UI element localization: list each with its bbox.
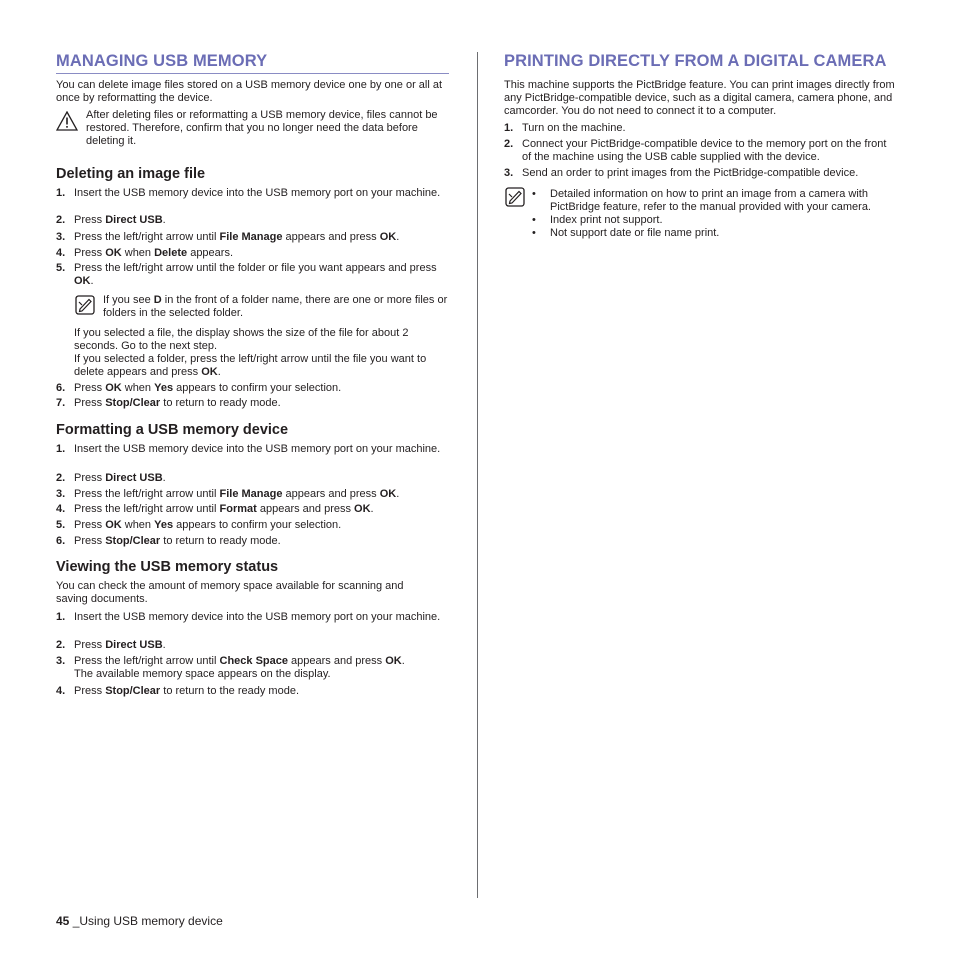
heading-deleting: Deleting an image file (56, 166, 206, 182)
list-item: 1. Insert the USB memory device into the USB memory port on your machine. (56, 187, 441, 199)
list-item: 5. Press the left/right arrow until the folder or file you want appears and press OK. (56, 262, 437, 288)
note-icon (505, 187, 525, 207)
list-item: 2. Press Direct USB. (56, 214, 166, 226)
caution-icon (56, 111, 78, 131)
caution-text: After deleting files or reformatting a USB memory device, files cannot be restored. Therefore, confirm that you no longer need the data before deleting it. (86, 109, 438, 148)
list-item: 5. Press OK when Yes appears to confirm your selection. (56, 519, 342, 531)
list-item: 3. Press the left/right arrow until File Manage appears and press OK. (56, 488, 400, 500)
list-item: 4. Press the left/right arrow until Format appears and press OK. (56, 503, 374, 515)
page-number: 45 (56, 914, 70, 928)
heading-status: Viewing the USB memory status (56, 559, 279, 575)
column-divider (477, 52, 478, 898)
title-rule (56, 73, 449, 74)
list-item: 3. Press the left/right arrow until File Manage appears and press OK. (56, 231, 400, 243)
delete-folder-para: If you selected a folder, press the left/right arrow until the file you want to delete appears and press OK. (74, 353, 427, 379)
list-item: 6. Press Stop/Clear to return to ready mode. (56, 535, 281, 547)
footer-text: _Using USB memory device (69, 914, 223, 928)
page-footer (56, 914, 223, 928)
list-item: 2. Press Direct USB. (56, 639, 166, 651)
section-title-managing-usb: MANAGING USB MEMORY (56, 52, 268, 70)
list-item: 1. Insert the USB memory device into the USB memory port on your machine. (56, 611, 441, 623)
bullet-item: • Index print not support. (532, 214, 663, 226)
bullet-item: • Detailed information on how to print an image from a camera with PictBridge feature, refer to the manual provided with your camera. (532, 188, 871, 214)
note-text: If you see D in the front of a folder name, there are one or more files or folders in the selected folder. (103, 294, 448, 320)
list-item: 7. Press Stop/Clear to return to ready mode. (56, 397, 281, 409)
note-icon (75, 295, 95, 315)
list-item: 3. Press the left/right arrow until Check Space appears and press OK. The available memory space appears on the display. (56, 655, 405, 681)
list-item: 1. Turn on the machine. (504, 122, 626, 134)
list-item: 6. Press OK when Yes appears to confirm your selection. (56, 382, 342, 394)
heading-formatting: Formatting a USB memory device (56, 422, 289, 438)
camera-intro: This machine supports the PictBridge feature. You can print images directly from any PictBridge-compatible device, such as a digital camera, camera phone, and camcorder. You do not need to connect it to a computer. (504, 79, 895, 118)
list-item: 4. Press OK when Delete appears. (56, 247, 234, 259)
bullet-item: • Not support date or file name print. (532, 227, 720, 239)
list-item: 4. Press Stop/Clear to return to the ready mode. (56, 685, 300, 697)
status-intro: You can check the amount of memory space available for scanning and saving documents. (56, 580, 404, 606)
delete-file-para: If you selected a file, the display shows the size of the file for about 2 seconds. Go to the next step. (74, 327, 409, 353)
list-item: 3. Send an order to print images from the PictBridge-compatible device. (504, 167, 859, 179)
list-item: 1. Insert the USB memory device into the USB memory port on your machine. (56, 443, 441, 455)
list-item: 2. Press Direct USB. (56, 472, 166, 484)
intro-text: You can delete image files stored on a USB memory device one by one or all at once by reformatting the device. (56, 79, 443, 105)
section-title-printing-camera: PRINTING DIRECTLY FROM A DIGITAL CAMERA (504, 52, 887, 70)
list-item: 2. Connect your PictBridge-compatible device to the memory port on the front of the machine using the USB cable supplied with the device. (504, 138, 887, 164)
